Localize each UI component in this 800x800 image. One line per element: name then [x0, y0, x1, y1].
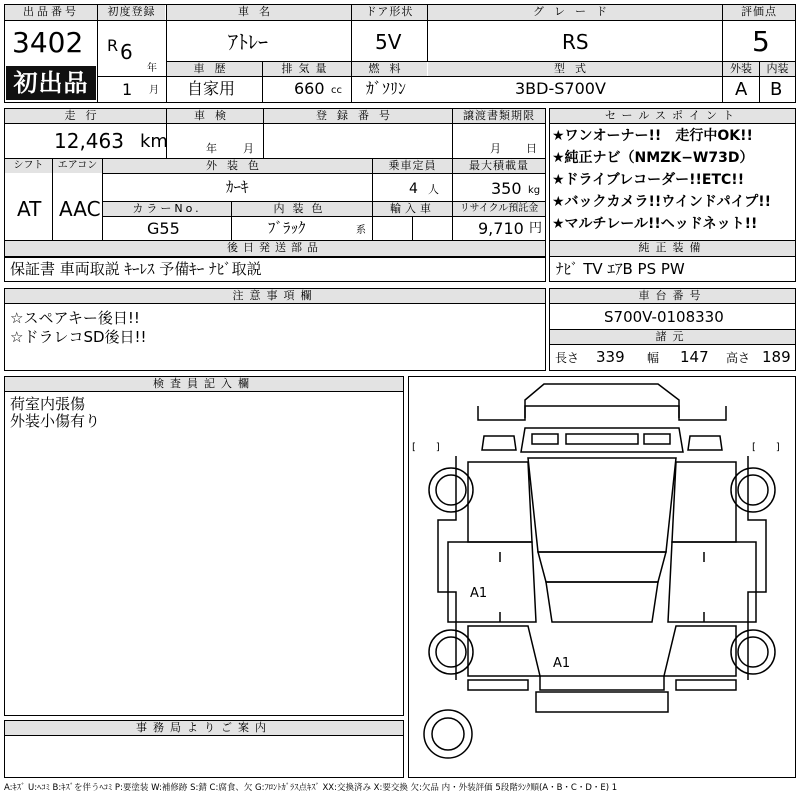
exterior-grade: A: [735, 79, 748, 100]
capacity-label: 乗車定員: [373, 159, 452, 173]
load-unit: kg: [528, 185, 541, 196]
reg-year-unit: 年: [147, 63, 157, 74]
import-label: 輸入車: [373, 202, 452, 216]
reg-month: 1: [122, 80, 133, 99]
first-listing-badge: 初出品: [6, 66, 96, 100]
capacity-unit: 人: [428, 183, 439, 196]
recycle-unit: 円: [529, 221, 543, 236]
int-color-value: ﾌﾞﾗｯｸ: [268, 219, 306, 237]
reg-year: 6: [120, 40, 133, 64]
factory-equipment-label: 純正装備: [550, 241, 795, 256]
diagram-bracket-left: [ ]: [412, 442, 440, 453]
legend-text: A:ｷｽﾞ U:ﾍｺﾐ B:ｷｽﾞを伴うﾍｺﾐ P:要塗装 W:補修跡 S:錆 C:腐食、欠 G:ﾌﾛﾝﾄｶﾞﾗｽ点ｷｽﾞ XX:交換済み X:要交換 欠:欠品 内・外装評価 5段階ﾗﾝｸ順(A・B・C・D・E) 1: [4, 783, 618, 793]
color-no-value: G55: [147, 219, 180, 238]
history-value: 自家用: [187, 79, 236, 98]
transfer-day-unit: 日: [526, 142, 537, 155]
width-value: 147: [680, 348, 709, 366]
sales-point-5: ★マルチレール!!ヘッドネット!!: [552, 216, 758, 232]
lot-label: 出品番号: [5, 5, 97, 20]
note-line-2: ☆ドラレコSD後日!!: [10, 328, 147, 346]
length-value: 339: [596, 348, 625, 366]
recycle-label: リサイクル預託金: [453, 202, 545, 216]
ac-label: エアコン: [53, 159, 102, 173]
inspection-year-unit: 年: [206, 142, 217, 155]
sales-point-3: ★ドライブレコーダー!!ETC!!: [552, 172, 745, 188]
car-name: ｱﾄﾚｰ: [228, 30, 268, 54]
mileage-label: 走行: [5, 109, 166, 123]
capacity-value: 4: [409, 181, 418, 197]
damage-mark-1: A1: [470, 586, 488, 601]
reg-month-unit: 月: [149, 85, 159, 96]
note-line-1: ☆スペアキー後日!!: [10, 309, 140, 327]
grade-label: グレード: [428, 5, 722, 20]
score-value: 5: [752, 25, 770, 58]
reg-no-label: 登録番号: [264, 109, 452, 123]
interior-label: 内装: [760, 62, 795, 76]
factory-equipment-text: ﾅﾋﾞ TV ｴｱB PS PW: [556, 260, 685, 278]
int-color-suffix: 系: [356, 225, 366, 236]
fuel-value: ｶﾞｿﾘﾝ: [366, 79, 407, 98]
mileage-unit: km: [140, 131, 168, 152]
grade: RS: [562, 30, 589, 54]
displacement-value: 660: [294, 79, 325, 98]
inspector-line-1: 荷室内張傷: [10, 395, 86, 413]
color-no-label: カラーNo.: [103, 202, 231, 216]
sales-point-4: ★バックカメラ!!ウインドパイプ!!: [552, 194, 771, 210]
sales-points-label: セールスポイント: [550, 109, 795, 123]
height-label: 高さ: [726, 351, 751, 365]
exterior-label: 外装: [723, 62, 759, 76]
interior-grade: B: [770, 79, 783, 100]
transfer-label: 譲渡書類期限: [453, 109, 545, 123]
car-name-label: 車名: [167, 5, 351, 20]
history-label: 車歴: [167, 62, 262, 76]
car-diagram: [408, 376, 796, 778]
door-label: ドア形状: [352, 5, 427, 20]
lot-number: 3402: [12, 26, 84, 59]
recycle-value: 9,710: [478, 219, 524, 238]
later-parts-label: 後日発送部品: [5, 241, 545, 256]
int-color-label: 内装色: [232, 202, 372, 216]
height-value: 189: [762, 348, 791, 366]
model-label: 型式: [428, 62, 722, 76]
mileage-value: 12,463: [54, 129, 124, 153]
era: R: [107, 36, 119, 55]
dims-label: 諸元: [550, 330, 795, 344]
score-label: 評価点: [723, 5, 795, 20]
later-parts-text: 保証書 車両取説 ｷｰﾚｽ 予備ｷｰ ﾅﾋﾞ取説: [10, 260, 262, 278]
inspector-line-2: 外装小傷有り: [10, 412, 101, 430]
length-label: 長さ: [555, 351, 580, 365]
chassis-number: S700V-0108330: [604, 308, 724, 326]
inspector-label: 検査員記入欄: [5, 377, 403, 391]
first-reg-label: 初度登録: [98, 5, 165, 20]
diagram-bracket-right: [ ]: [752, 442, 780, 453]
transfer-month-unit: 月: [490, 142, 501, 155]
inspection-label: 車検: [167, 109, 263, 123]
shift-label: シフト: [5, 159, 52, 173]
ac-value: AAC: [59, 197, 101, 221]
sales-point-1: ★ワンオーナー!! 走行中OK!!: [552, 128, 753, 144]
notes-label: 注意事項欄: [5, 289, 545, 303]
displacement-unit: cc: [331, 85, 342, 96]
fuel-label: 燃料: [352, 62, 427, 76]
ext-color-value: ｶｰｷ: [226, 178, 249, 196]
displacement-label: 排気量: [263, 62, 351, 76]
chassis-label: 車台番号: [550, 289, 795, 303]
load-label: 最大積載量: [453, 159, 545, 173]
inspection-month-unit: 月: [243, 142, 254, 155]
width-label: 幅: [647, 351, 660, 365]
load-value: 350: [491, 179, 522, 198]
shift-value: AT: [17, 197, 42, 221]
office-label: 事務局よりご案内: [5, 721, 403, 735]
ext-color-label: 外装色: [103, 159, 372, 173]
damage-mark-2: A1: [553, 656, 571, 671]
model-value: 3BD-S700V: [515, 79, 606, 98]
sales-point-2: ★純正ナビ（NMZK−W73D）: [552, 150, 754, 166]
door-type: 5V: [375, 30, 402, 54]
